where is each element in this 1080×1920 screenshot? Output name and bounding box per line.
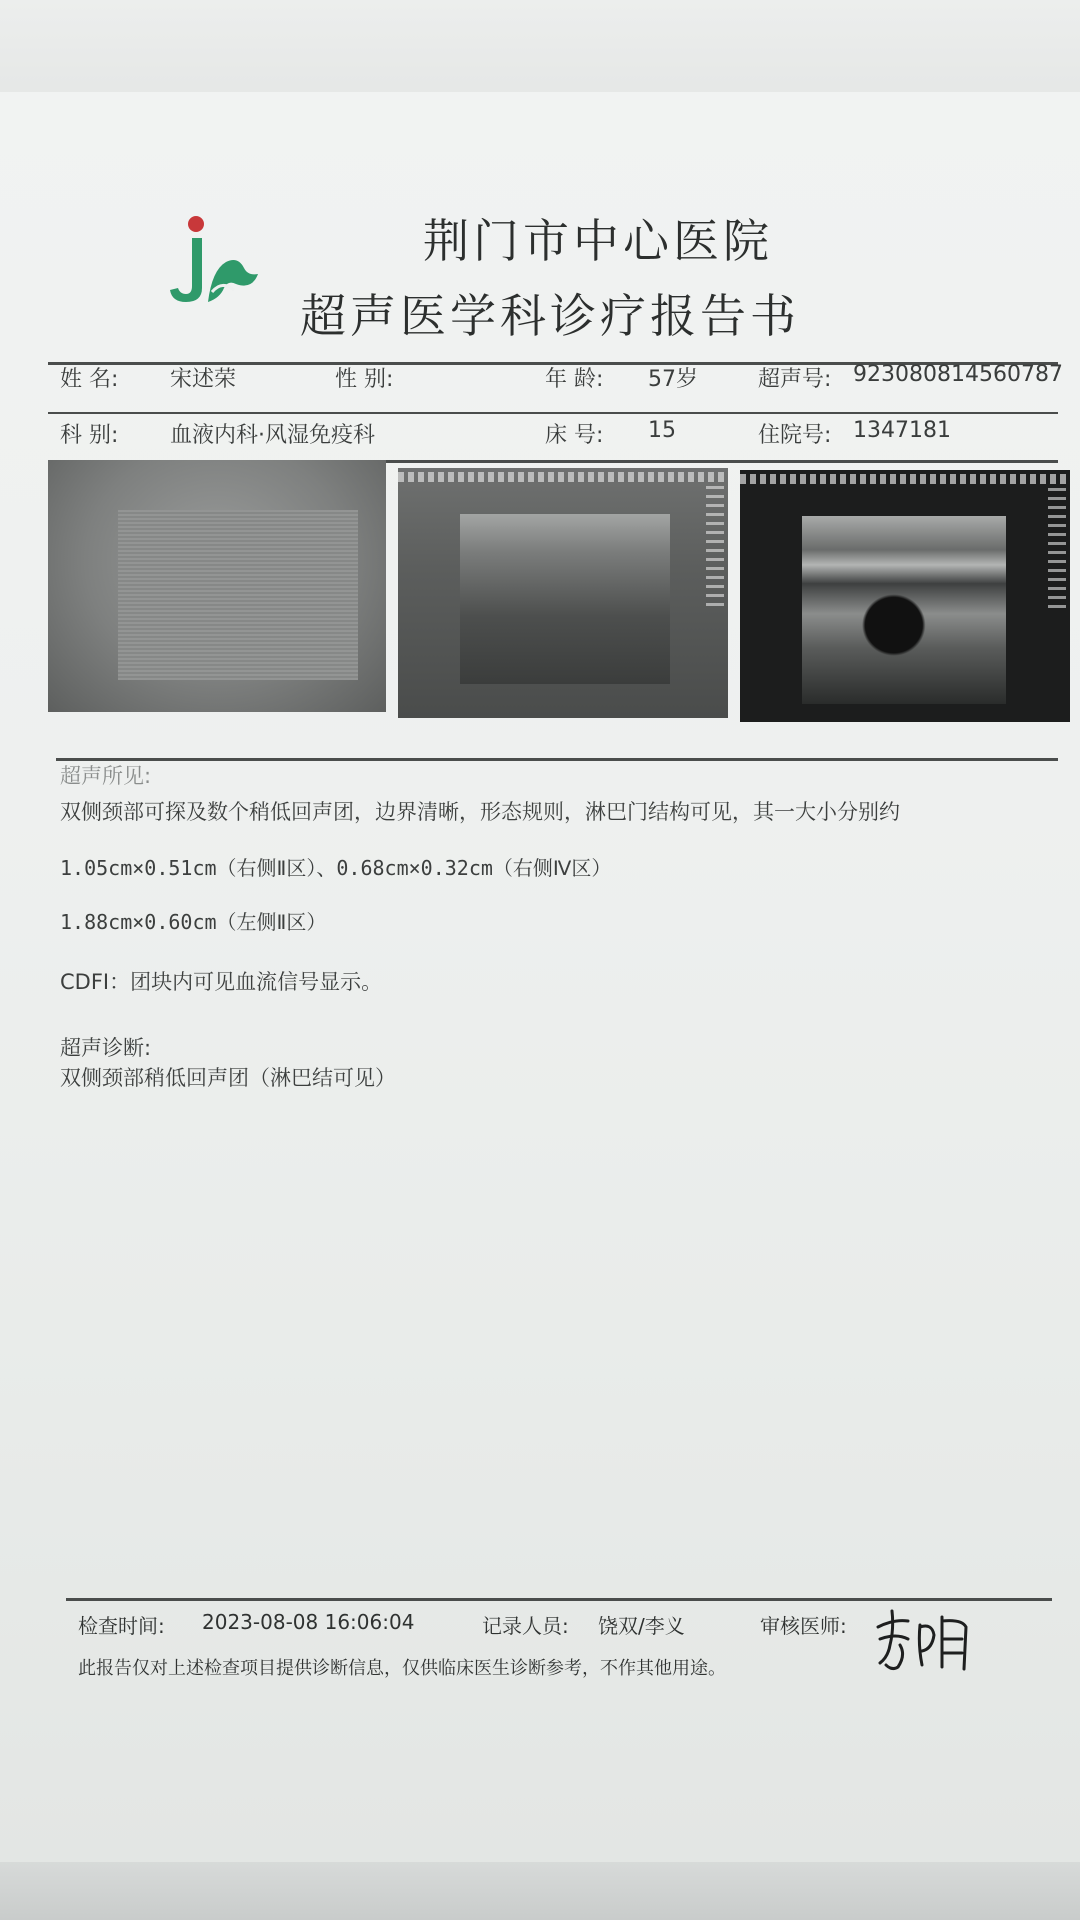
department: 血液内科·风湿免疫科 [170,423,375,448]
divider [66,1598,1052,1601]
patient-name: 宋述荣 [170,367,237,392]
divider [48,412,1058,414]
ultrasound-image-2 [398,468,728,718]
cdfi-finding: CDFI：团块内可见血流信号显示。 [60,970,383,994]
findings-measurement: 1.88cm×0.60cm（左侧Ⅱ区） [60,910,327,934]
findings-heading: 超声所见: [60,764,152,788]
recorder: 饶双/李义 [598,1614,685,1638]
reviewer-signature [870,1605,980,1675]
admission-number-label: 住院号: [758,423,832,448]
ultrasound-number: 923080814560787 [853,362,1063,387]
bed-number: 15 [648,418,676,443]
ultrasound-image-1 [48,460,386,712]
sex-label: 性 别: [335,367,394,392]
age-label: 年 龄: [545,367,604,392]
ultrasound-number-label: 超声号: [758,367,832,392]
exam-time-label: 检查时间: [78,1614,165,1638]
name-label: 姓 名: [60,367,119,392]
findings-measurement: 1.05cm×0.51cm（右侧Ⅱ区）、0.68cm×0.32cm（右侧Ⅳ区） [60,856,612,880]
exam-time: 2023-08-08 16:06:04 [202,1610,415,1634]
patient-age: 57岁 [648,367,698,392]
ultrasound-image-3 [740,470,1070,722]
reviewer-label: 审核医师: [760,1614,847,1638]
hospital-name: 荆门市中心医院 [423,214,773,268]
diagnosis-text: 双侧颈部稍低回声团（淋巴结可见） [60,1066,396,1090]
report-title: 超声医学科诊疗报告书 [300,289,800,343]
recorder-label: 记录人员: [482,1614,569,1638]
disclaimer: 此报告仅对上述检查项目提供诊断信息，仅供临床医生诊断参考，不作其他用途。 [78,1658,726,1679]
admission-number: 1347181 [853,418,951,443]
bed-label: 床 号: [545,423,604,448]
table-surface [0,1862,1080,1920]
department-label: 科 别: [60,423,119,448]
diagnosis-heading: 超声诊断: [60,1036,152,1060]
divider [56,758,1058,761]
findings-text: 双侧颈部可探及数个稍低回声团，边界清晰，形态规则，淋巴门结构可见，其一大小分别约 [60,800,900,824]
